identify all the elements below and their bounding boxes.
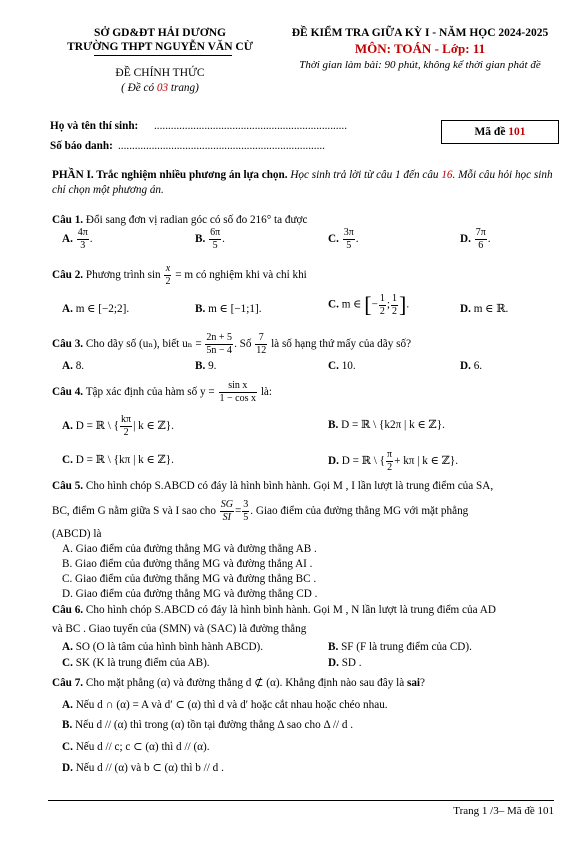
option-label: D. bbox=[460, 360, 471, 372]
q7-option-a[interactable] bbox=[62, 698, 388, 711]
option-text: 8. bbox=[75, 360, 85, 372]
q5-option-d[interactable]: D. Giao điểm của đường thẳng MG và đường thẳng CD . bbox=[62, 588, 318, 600]
option-label: A. bbox=[62, 360, 73, 372]
option-label: A. bbox=[62, 699, 73, 711]
q1-option-a[interactable]: A. $\frac{4\pi}{3}$ . bbox=[62, 227, 93, 251]
option-text: SD . bbox=[341, 657, 362, 669]
option-label: C. bbox=[328, 360, 339, 372]
question-7: Câu 7. Cho mặt phẳng (α) và đường thẳng d ⊄ (α). Khẳng định nào sau đây là sai? bbox=[52, 677, 426, 689]
q2-option-d[interactable] bbox=[460, 302, 508, 315]
q5-option-b[interactable]: B. Giao điểm của đường thẳng MG và đường thẳng AI . bbox=[62, 558, 313, 570]
option-text: 6. bbox=[473, 360, 483, 372]
option-text: Nếu d // (α) và b ⊂ (α) thì b // d . bbox=[75, 762, 224, 774]
q7-option-d[interactable] bbox=[62, 761, 224, 774]
frac-den: 12 bbox=[256, 345, 267, 356]
question-text: là: bbox=[260, 386, 272, 399]
exam-code-box bbox=[441, 120, 559, 144]
option-label: B. bbox=[328, 419, 339, 431]
q6-option-b[interactable] bbox=[328, 641, 472, 653]
exam-code-label: Mã đề bbox=[474, 126, 506, 138]
frac-den: 1 − cos x bbox=[219, 393, 257, 404]
q3-option-d[interactable] bbox=[460, 360, 482, 372]
q1-option-d[interactable]: D. $\frac{7\pi}{6}$ . bbox=[460, 227, 491, 251]
q3-option-a[interactable] bbox=[62, 360, 84, 372]
exam-title: ĐỀ KIỂM TRA GIỮA KỲ I - NĂM HỌC 2024-2025 bbox=[291, 27, 549, 39]
question-text: . Số bbox=[234, 338, 252, 351]
option-label: C. bbox=[328, 233, 339, 246]
q4-option-b[interactable] bbox=[328, 418, 445, 431]
option-num: 7π bbox=[475, 227, 486, 238]
question-4 bbox=[52, 381, 557, 404]
option-num: 1 bbox=[392, 292, 398, 304]
option-den: 5 bbox=[212, 240, 218, 251]
option-text: D = ℝ \ { bbox=[75, 420, 120, 433]
frac-num: x bbox=[165, 263, 171, 274]
school-name: TRƯỜNG THPT NGUYỄN VĂN CỪ bbox=[67, 41, 253, 53]
subject: MÔN: TOÁN - Lớp: 11 bbox=[354, 41, 486, 56]
option-num: π bbox=[387, 449, 393, 460]
part1-instruction-a: Học sinh trả lời từ câu 1 đến câu bbox=[290, 169, 439, 181]
frac-num: SG bbox=[220, 499, 233, 510]
question-1 bbox=[52, 213, 557, 227]
option-text: SO (O là tâm của hình bình hành ABCD). bbox=[75, 641, 264, 653]
option-label: B. bbox=[195, 233, 206, 246]
q7-option-c[interactable] bbox=[62, 740, 210, 753]
frac-num: 7 bbox=[255, 333, 267, 345]
official-label: ĐỀ CHÍNH THỨC bbox=[115, 67, 205, 79]
q5-option-a[interactable]: A. Giao điểm của đường thẳng MG và đường thẳng AB . bbox=[62, 543, 317, 555]
footer-rule bbox=[48, 800, 554, 801]
question-5 bbox=[52, 479, 557, 493]
frac-den: 2 bbox=[165, 276, 171, 287]
option-den: 2 bbox=[392, 305, 398, 317]
q4-option-c[interactable] bbox=[62, 453, 174, 466]
option-label: B. bbox=[62, 719, 73, 731]
option-text: | k ∈ ℤ}. bbox=[133, 420, 174, 433]
footer-page: Trang 1 /3– Mã đề 101 bbox=[453, 805, 554, 817]
question-text: . Giao điểm của đường thẳng MG với mặt phẳng bbox=[250, 505, 469, 518]
student-id-dots: .......................................................................... bbox=[118, 140, 325, 152]
option-label: D. bbox=[62, 762, 73, 774]
question-text: Đổi sang đơn vị radian góc có số đo 216° ta được bbox=[85, 214, 308, 226]
question-6-line2: và BC . Giao tuyến của (SMN) và (SAC) là đường thẳng bbox=[52, 623, 307, 635]
option-text: m ∈ [−2;2]. bbox=[75, 303, 130, 315]
q6-option-d[interactable] bbox=[328, 657, 362, 669]
option-num: kπ bbox=[121, 414, 132, 425]
option-text: D = ℝ \ { bbox=[341, 455, 386, 468]
question-label: Câu 6. bbox=[52, 604, 84, 616]
option-text: 9. bbox=[208, 360, 217, 372]
option-label: D. bbox=[460, 233, 471, 246]
question-label: Câu 7. bbox=[52, 677, 84, 689]
option-label: A. bbox=[62, 233, 73, 246]
q6-option-a[interactable] bbox=[62, 641, 263, 653]
frac-den: SI bbox=[222, 512, 231, 523]
q3-option-b[interactable] bbox=[195, 360, 216, 372]
option-label: A. bbox=[62, 303, 73, 315]
student-name-dots: ..................................................................... bbox=[154, 120, 347, 132]
option-label: B. bbox=[328, 641, 339, 653]
question-text: là số hạng thứ mấy của dãy số? bbox=[271, 338, 412, 351]
part1-instruction-num: 16 bbox=[441, 169, 453, 181]
question-3 bbox=[52, 333, 557, 356]
question-2 bbox=[52, 264, 557, 287]
question-label: Câu 1. bbox=[52, 214, 84, 226]
part1-title: PHẦN I. Trắc nghiệm nhiều phương án lựa chọn. bbox=[52, 169, 288, 181]
option-text: Nếu d // (α) thì trong (α) tồn tại đường thẳng Δ sao cho Δ // d . bbox=[75, 719, 354, 731]
option-text: D = ℝ \ {k2π | k ∈ ℤ}. bbox=[341, 419, 445, 431]
option-label: D. bbox=[328, 455, 339, 468]
question-keyword: sai bbox=[406, 677, 421, 689]
q2-option-c[interactable]: C. m ∈ [− $\frac{1}{2}$ ; $\frac{1}{2}$ ]. bbox=[328, 292, 410, 317]
option-text: Nếu d ∩ (α) = A và d′ ⊂ (α) thì d và d′ hoặc cắt nhau hoặc chéo nhau. bbox=[75, 699, 388, 711]
option-num: 6π bbox=[210, 227, 221, 238]
part1-instruction-b: . Mỗi câu hỏi học sinh chỉ chọn một phương án. bbox=[52, 169, 553, 196]
question-label: Câu 5. bbox=[52, 480, 84, 492]
question-text: Tập xác định của hàm số y = bbox=[85, 386, 215, 399]
question-5-line2 bbox=[52, 500, 557, 523]
option-label: C. bbox=[62, 741, 73, 753]
option-label: D. bbox=[460, 303, 471, 315]
q2-option-b[interactable] bbox=[195, 302, 262, 315]
student-id-label: Số báo danh: bbox=[50, 140, 113, 152]
option-text: SK (K là trung điểm của AB). bbox=[75, 657, 210, 669]
question-5-line3: (ABCD) là bbox=[52, 528, 102, 540]
option-den: 2 bbox=[123, 427, 129, 438]
option-den: 5 bbox=[346, 240, 352, 251]
option-num: 3π bbox=[343, 227, 354, 238]
frac-num: 3 bbox=[243, 499, 249, 510]
question-text: Phương trình sin bbox=[85, 269, 161, 282]
q2-option-a[interactable] bbox=[62, 302, 129, 315]
option-den: 3 bbox=[80, 240, 86, 251]
option-den: 2 bbox=[387, 462, 393, 473]
option-den: 6 bbox=[478, 240, 484, 251]
school-underline bbox=[94, 55, 232, 56]
q4-option-d[interactable] bbox=[328, 450, 458, 473]
q5-option-c[interactable]: C. Giao điểm của đường thẳng MG và đường thẳng BC . bbox=[62, 573, 317, 585]
q4-option-a[interactable] bbox=[62, 415, 174, 438]
question-text: Cho dãy số (uₙ), biết uₙ = bbox=[85, 338, 202, 351]
question-label: Câu 2. bbox=[52, 269, 84, 282]
question-text: = bbox=[234, 505, 242, 518]
question-text: Cho mặt phẳng (α) và đường thẳng d ⊄ (α). Khẳng định nào sau đây là bbox=[85, 677, 405, 689]
option-text: m ∈ [−1;1]. bbox=[208, 303, 262, 315]
q6-option-c[interactable] bbox=[62, 657, 210, 669]
part1-header bbox=[52, 168, 557, 198]
question-text: BC, điểm G nằm giữa S và I sao cho bbox=[52, 505, 216, 518]
option-text: SF (F là trung điểm của CD). bbox=[341, 641, 472, 653]
question-text: Cho hình chóp S.ABCD có đáy là hình bình hành. Gọi M , I lần lượt là trung điểm của SA, bbox=[85, 480, 494, 492]
option-label: B. bbox=[195, 360, 206, 372]
option-text: m ∈ bbox=[341, 298, 362, 311]
option-label: C. bbox=[62, 454, 73, 466]
option-label: D. bbox=[328, 657, 339, 669]
question-label: Câu 3. bbox=[52, 338, 84, 351]
question-6 bbox=[52, 603, 557, 617]
exam-code-value: 101 bbox=[508, 126, 526, 138]
time-note: Thời gian làm bài: 90 phút, không kể thời gian phát đề bbox=[299, 59, 541, 71]
frac-num: 2n + 5 bbox=[206, 332, 233, 343]
option-label: B. bbox=[195, 303, 206, 315]
question-label: Câu 4. bbox=[52, 386, 84, 399]
q1-option-c[interactable]: C. $\frac{3\pi}{5}$ . bbox=[328, 227, 359, 251]
option-label: A. bbox=[62, 420, 73, 433]
question-text: Cho hình chóp S.ABCD có đáy là hình bình hành. Gọi M , N lần lượt là trung điểm của AD bbox=[85, 604, 496, 616]
option-label: C. bbox=[62, 657, 73, 669]
option-num: 1 bbox=[379, 292, 385, 304]
department: SỞ GD&ĐT HẢI DƯƠNG bbox=[94, 27, 226, 39]
frac-num: sin x bbox=[219, 381, 257, 393]
q3-option-c[interactable] bbox=[328, 360, 356, 372]
frac-den: 5 bbox=[243, 512, 249, 523]
student-name-label: Họ và tên thí sinh: bbox=[50, 120, 139, 132]
option-text: Nếu d // c; c ⊂ (α) thì d // (α). bbox=[75, 741, 210, 753]
option-text: D = ℝ \ {kπ | k ∈ ℤ}. bbox=[75, 454, 174, 466]
question-text: = m có nghiệm khi và chỉ khi bbox=[175, 269, 307, 282]
option-den: 2 bbox=[379, 305, 385, 317]
frac-den: 5n − 4 bbox=[206, 345, 233, 356]
option-label: A. bbox=[62, 641, 73, 653]
option-text: 10. bbox=[341, 360, 356, 372]
pages-note: ( Đề có 03 trang) bbox=[121, 82, 199, 94]
option-num: 4π bbox=[77, 227, 88, 238]
option-text: + kπ | k ∈ ℤ}. bbox=[394, 455, 459, 468]
option-text: m ∈ ℝ. bbox=[473, 303, 509, 315]
q1-option-b[interactable]: B. $\frac{6\pi}{5}$ . bbox=[195, 227, 225, 251]
option-label: C. bbox=[328, 298, 339, 311]
q7-option-b[interactable] bbox=[62, 719, 353, 731]
